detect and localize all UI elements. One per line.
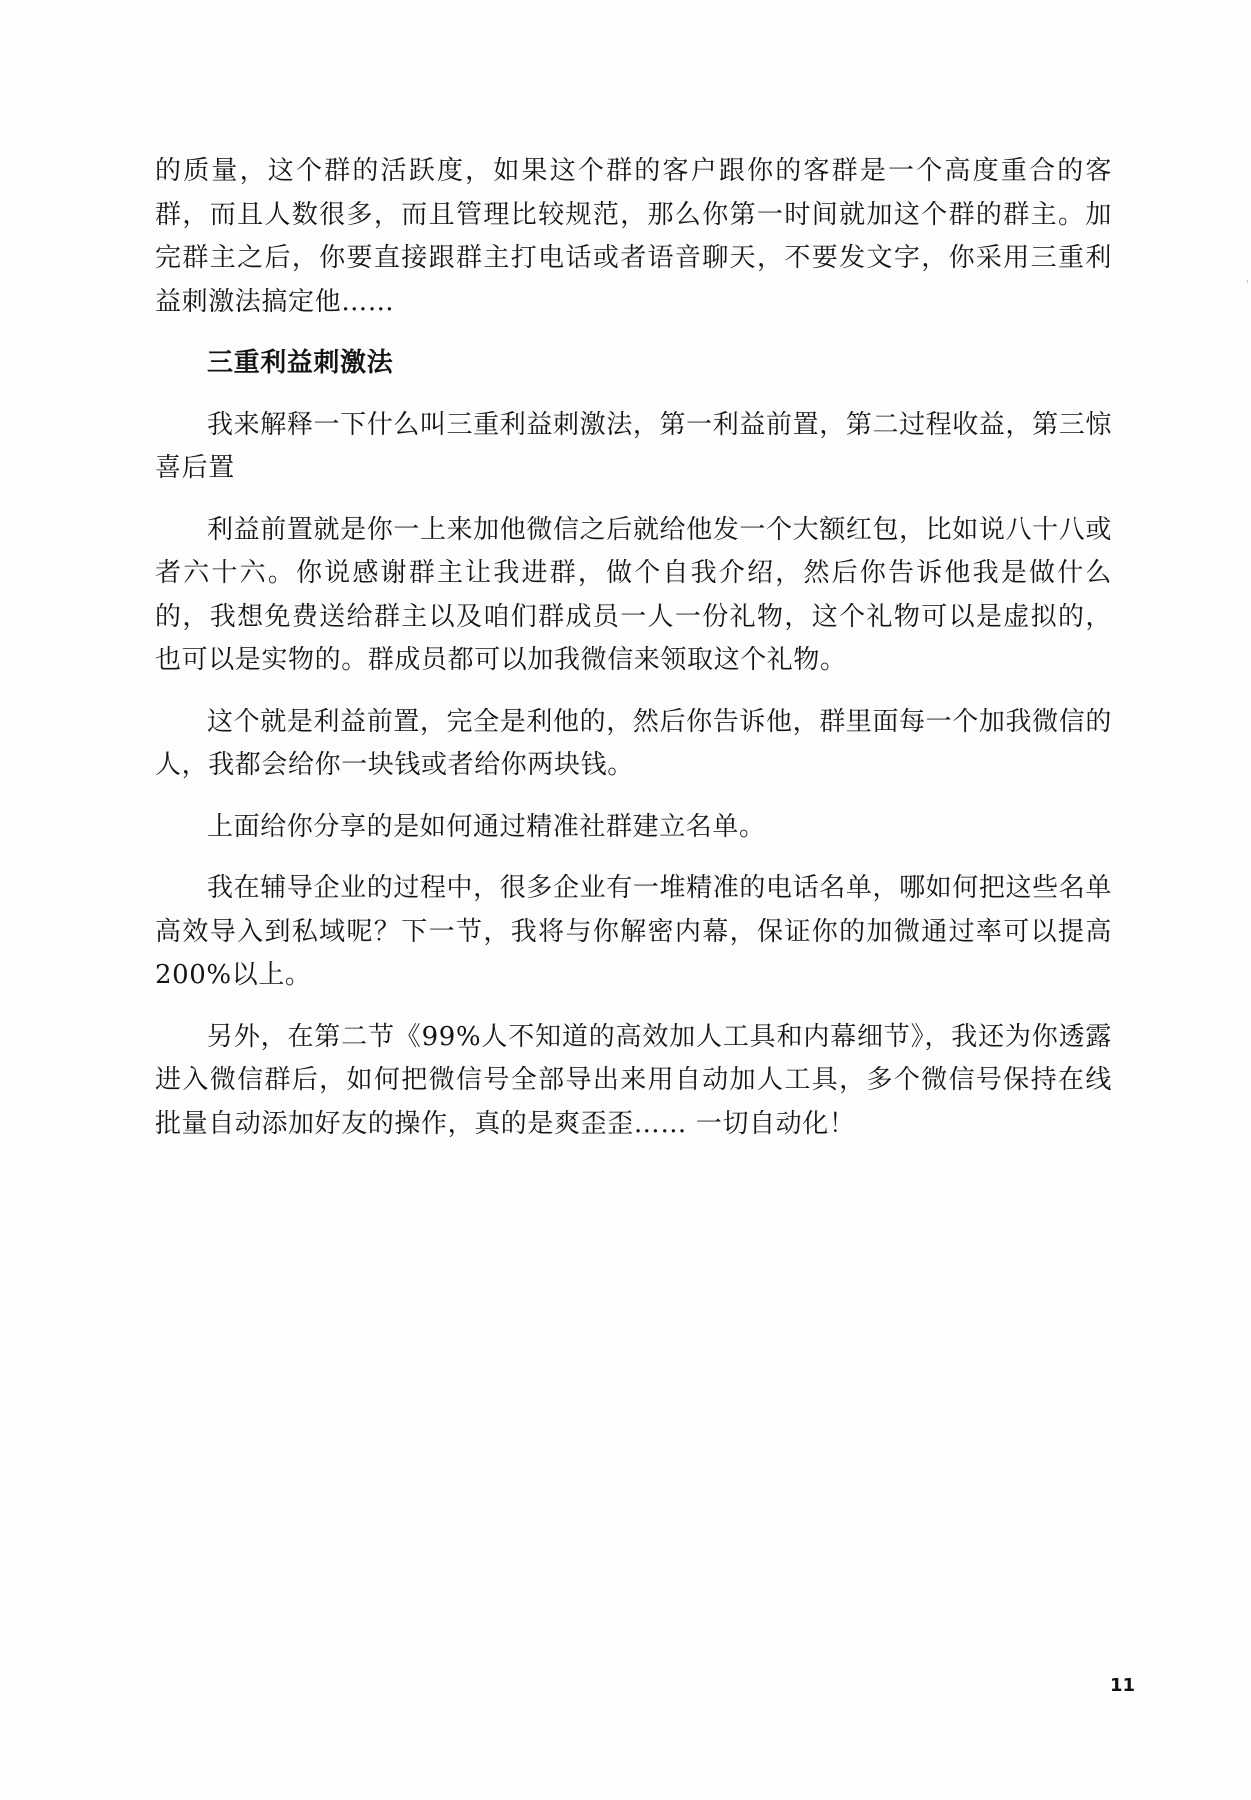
- paragraph: 另外，在第二节《99%人不知道的高效加人工具和内幕细节》，我还为你透露进入微信群后，如何把微信号全部导出来用自动加人工具，多个微信号保持在线批量自动添加好友的操作，真的是爽歪歪…… 一切自动化！: [155, 1021, 1112, 1139]
- section-heading: 三重利益刺激法: [207, 348, 394, 378]
- paragraph: 利益前置就是你一上来加他微信之后就给他发一个大额红包，比如说八十八或者六十六。你说感谢群主让我进群，做个自我介绍，然后你告诉他我是做什么的，我想免费送给群主以及咱们群成员一人一份礼物，这个礼物可以是虚拟的，也可以是实物的。群成员都可以加我微信来领取这个礼物。: [155, 514, 1112, 675]
- paragraph: 我来解释一下什么叫三重利益刺激法，第一利益前置，第二过程收益，第三惊喜后置: [155, 409, 1112, 483]
- paragraph: 上面给你分享的是如何通过精准社群建立名单。: [207, 811, 766, 842]
- paragraph: 这个就是利益前置，完全是利他的，然后你告诉他，群里面每一个加我微信的人，我都会给你一块钱或者给你两块钱。: [155, 706, 1112, 780]
- page-number: 11: [1110, 1675, 1136, 1696]
- paragraph-continuation: 的质量，这个群的活跃度，如果这个群的客户跟你的客群是一个高度重合的客群，而且人数很多，而且管理比较规范，那么你第一时间就加这个群的群主。加完群主之后，你要直接跟群主打电话或者语音聊天，不要发文字，你采用三重利益刺激法搞定他……: [155, 156, 1112, 317]
- page-body: [155, 150, 1112, 1164]
- scan-edge-mark: [1247, 280, 1248, 283]
- paragraph: 我在辅导企业的过程中，很多企业有一堆精准的电话名单，哪如何把这些名单高效导入到私域呢？下一节，我将与你解密内幕，保证你的加微通过率可以提高 200%以上。: [155, 873, 1112, 990]
